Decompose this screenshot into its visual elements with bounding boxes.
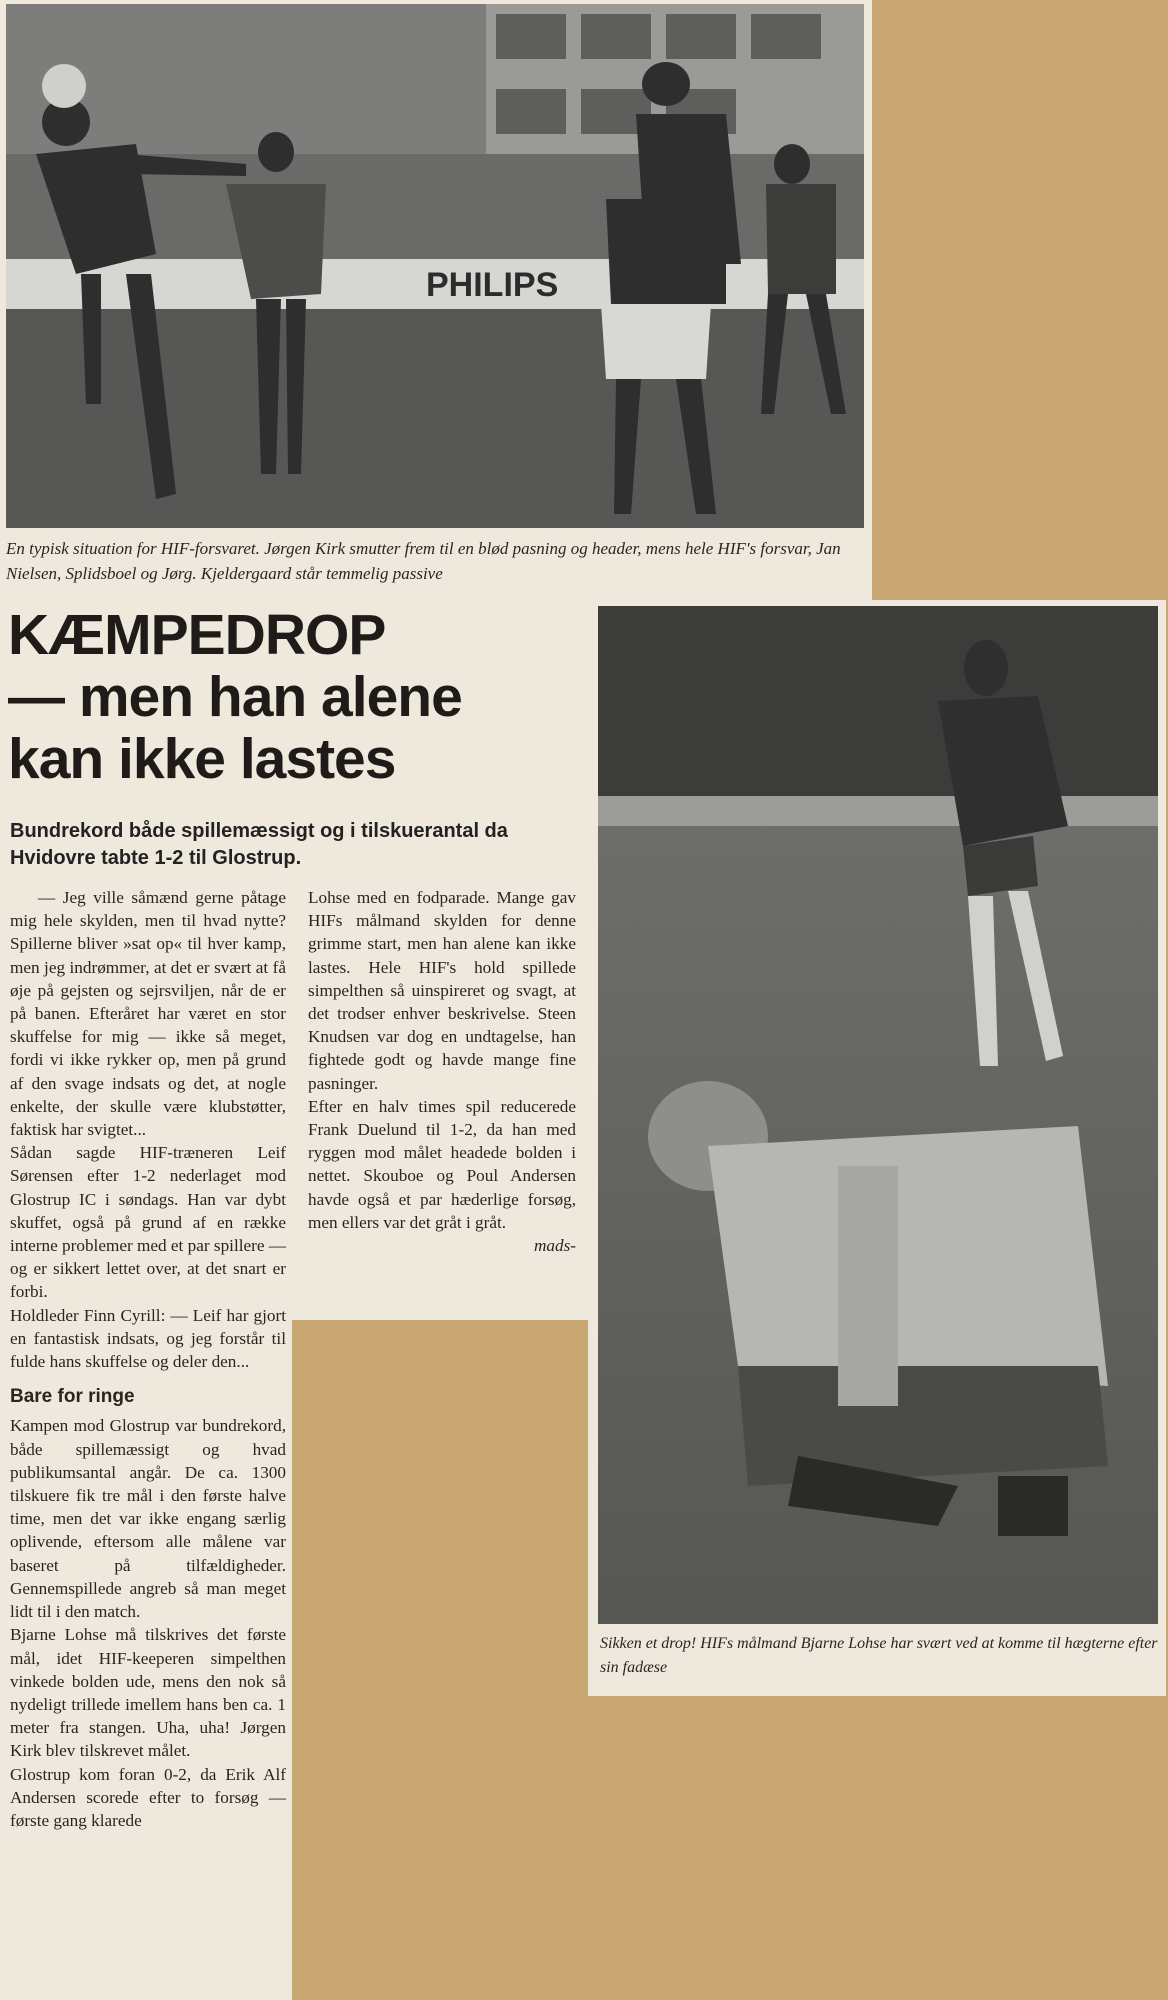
goalkeeper-photo-caption: Sikken et drop! HIFs målmand Bjarne Lohse har svært ved at komme til hægterne efter sin fadæse xyxy=(600,1635,1158,1676)
stadium-sign: PHILIPS xyxy=(426,266,559,304)
paragraph: — Jeg ville såmænd gerne påtage mig hele skylden, men til hvad nytte? Spillerne bliver »sat op« til hver kamp, men jeg indrømmer, at det er svært at få øje på gejsten og sejrsviljen, når de er på banen. Efteråret har været en stor skuffelse for mig — ikke så meget, fordi vi ikke rykker op, men på grund af den svage indsats og det, at nogle enkelte, der skulle være klubstøtter, faktisk har svigtet... xyxy=(10,888,286,1140)
headline-line: — men han alene xyxy=(8,665,462,729)
paragraph: Efter en halv times spil reducerede Frank Duelund til 1-2, da han med ryggen mod målet headede bolden i nettet. Skouboe og Poul Andersen havde også et par hæderlige forsøg, men ellers var det gråt i gråt. xyxy=(308,1096,576,1232)
subheadline: Bundrekord både spillemæssigt og i tilskuerantal da Hvidovre tabte 1-2 til Glostrup. xyxy=(10,820,508,869)
paragraph: Lohse med en fodparade. Mange gav HIFs målmand skylden for denne grimme start, men han alene kan ikke lastes. Hele HIF's hold spillede simpelthen så uinspireret og svagt, at det trodser enhver beskrivelse. Steen Knudsen var dog en undtagelse, han fightede godt og havde mange fine pasninger. xyxy=(308,888,576,1093)
section-heading: Bare for ringe xyxy=(10,1386,135,1408)
headline xyxy=(8,604,593,790)
paragraph: Holdleder Finn Cyrill: — Leif har gjort en fantastisk indsats, og jeg forstår til fulde hans skuffelse og deler den... xyxy=(10,1305,286,1372)
article-column-1 xyxy=(10,886,286,1832)
paragraph: Bjarne Lohse må tilskrives det første mål, idet HIF-keeperen simpelthen vinkede bolden ude, mens den nok så nydeligt trillede imellem hans ben ca. 1 meter fra stangen. Uha, uha! Jørgen Kirk blev tilskrevet målet. xyxy=(10,1625,286,1761)
goalkeeper-photo xyxy=(598,606,1158,1624)
paragraph: Glostrup kom foran 0-2, da Erik Alf Andersen scorede efter to forsøg — første gang klarede xyxy=(10,1764,286,1830)
top-photo-caption: En typisk situation for HIF-forsvaret. Jørgen Kirk smutter frem til en blød pasning og header, mens hele HIF's forsvar, Jan Nielsen, Splidsboel og Jørg. Kjeldergaard står temmelig passive xyxy=(6,539,841,583)
top-match-photo xyxy=(6,4,864,528)
article-column-2 xyxy=(308,886,576,1257)
headline-line: KÆMPEDROP xyxy=(8,603,386,667)
author-signature: mads- xyxy=(533,1236,576,1256)
paragraph: Kampen mod Glostrup var bundrekord, både spillemæssigt og hvad publikumsantal angår. De ca. 1300 tilskuere fik tre mål i den første halve time, men det var ikke engang særlig oplivende, eftersom alle målene var baseret på tilfældigheder. Gennemspillede angreb så man meget lidt til i den match. xyxy=(10,1416,286,1622)
paragraph: Sådan sagde HIF-træneren Leif Sørensen efter 1-2 nederlaget mod Glostrup IC i søndags. Han var dybt skuffet, også på grund af en række interne problemer med et par spillere — og er sikkert lettet over, at det snart er forbi. xyxy=(10,1143,286,1302)
headline-line: kan ikke lastes xyxy=(8,727,396,791)
